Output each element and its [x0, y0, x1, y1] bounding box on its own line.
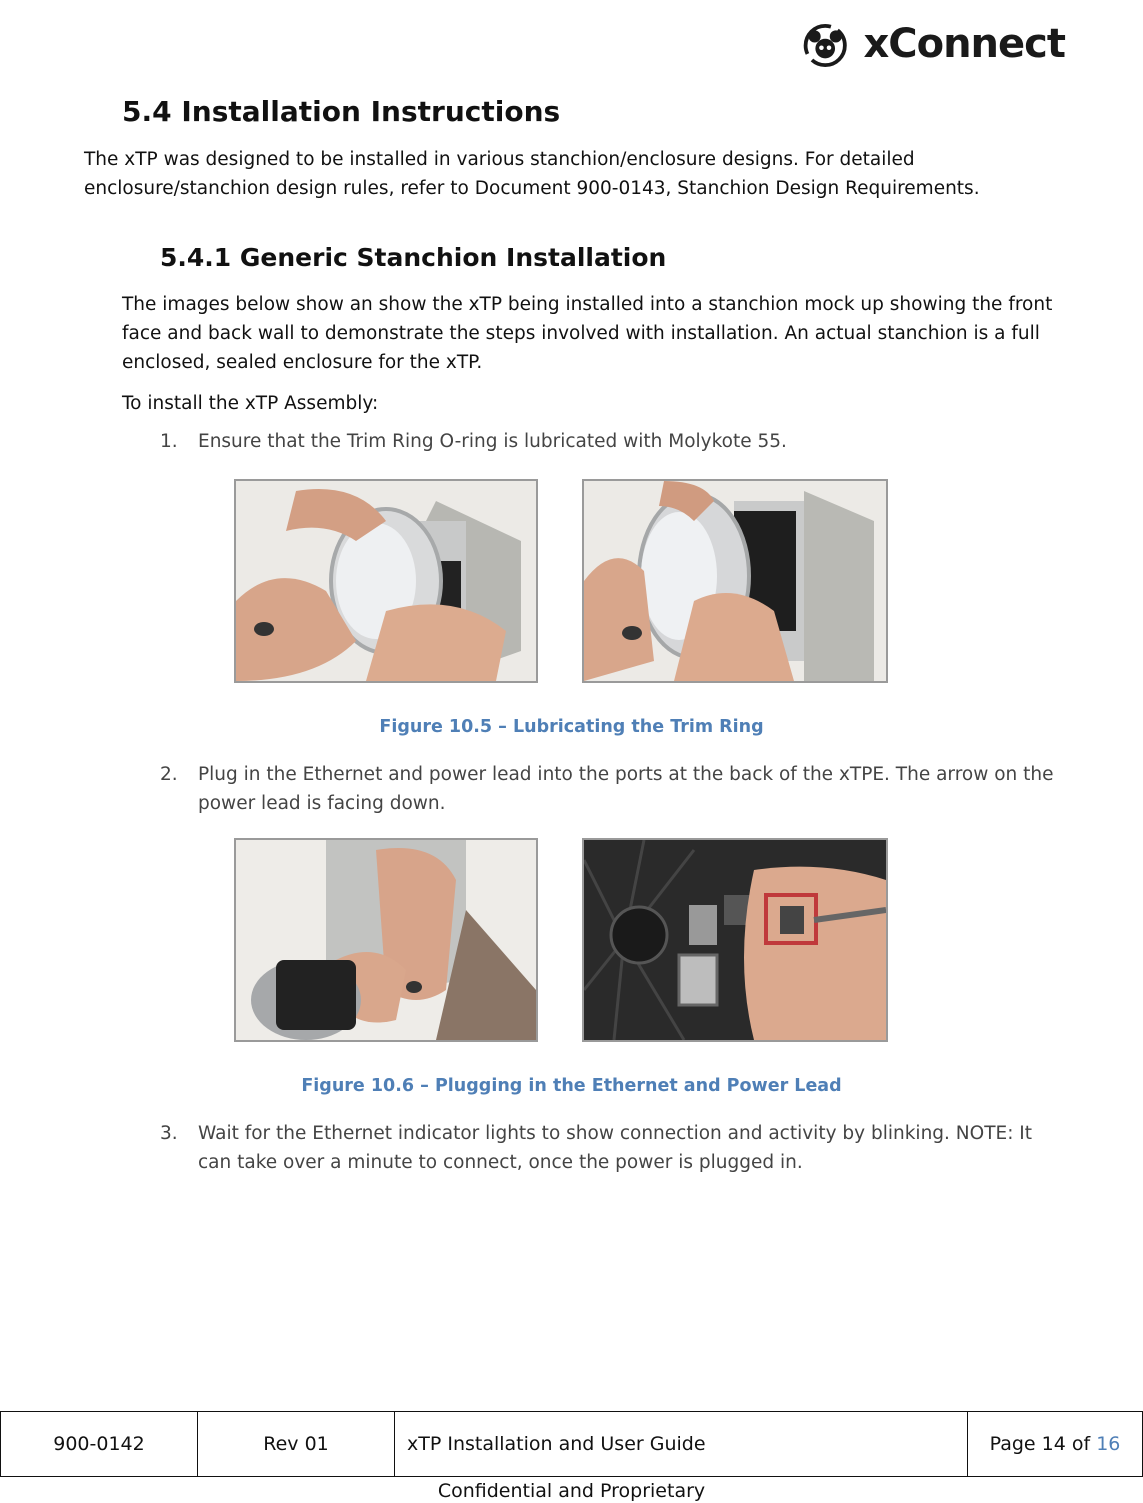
section-title: 5.4 Installation Instructions: [122, 95, 561, 128]
ethernet-plug-photo-2: [582, 838, 888, 1042]
trim-ring-photo-2: [582, 479, 888, 683]
subsection-title: 5.4.1 Generic Stanchion Installation: [160, 243, 667, 272]
page-total: 16: [1096, 1433, 1121, 1455]
footer-table: [0, 1411, 1143, 1477]
ethernet-plug-photo-1: [234, 838, 538, 1042]
confidential-notice: Confidential and Proprietary: [437, 1480, 706, 1502]
step-number: 2.: [160, 764, 178, 785]
step-text: Ensure that the Trim Ring O-ring is lubricated with Molykote 55.: [198, 431, 787, 452]
footer-doc-number: 900-0142: [1, 1412, 198, 1477]
trim-ring-photo-1: [234, 479, 538, 683]
footer-revision: Rev 01: [198, 1412, 395, 1477]
logo-text: xConnect: [863, 21, 1065, 67]
list-item: [160, 1119, 1080, 1179]
steps-intro: To install the xTP Assembly:: [122, 393, 379, 414]
mouse-ears-cycle-icon: [795, 12, 855, 76]
list-item: [160, 760, 1080, 820]
xconnect-logo: [795, 12, 1065, 76]
step-text: Wait for the Ethernet indicator lights to show connection and activity by blinking. NOTE: It can take over a minute to connect, once the power is plugged in.: [198, 1123, 1033, 1173]
figure-caption: Figure 10.6 – Plugging in the Ethernet and Power Lead: [301, 1076, 842, 1096]
figure-caption: Figure 10.5 – Lubricating the Trim Ring: [379, 717, 764, 737]
section-intro: The xTP was designed to be installed in various stanchion/enclosure designs. For detailed enclosure/stanchion design rules, refer to Document 900-0143, Stanchion Design Requirements.: [84, 149, 980, 199]
list-item: [160, 427, 1080, 457]
step-text: Plug in the Ethernet and power lead into the ports at the back of the xTPE. The arrow on the power lead is facing down.: [198, 764, 1054, 814]
page-prefix: Page 14 of: [989, 1433, 1091, 1455]
footer-doc-title: xTP Installation and User Guide: [395, 1412, 968, 1477]
step-number: 1.: [160, 431, 178, 452]
step-number: 3.: [160, 1123, 178, 1144]
subsection-paragraph: The images below show an show the xTP being installed into a stanchion mock up showing the front face and back wall to demonstrate the steps involved with installation. An actual stanchion is a full enclosed, sealed enclosure for the xTP.: [122, 294, 1053, 373]
footer-page-number: [968, 1412, 1143, 1477]
